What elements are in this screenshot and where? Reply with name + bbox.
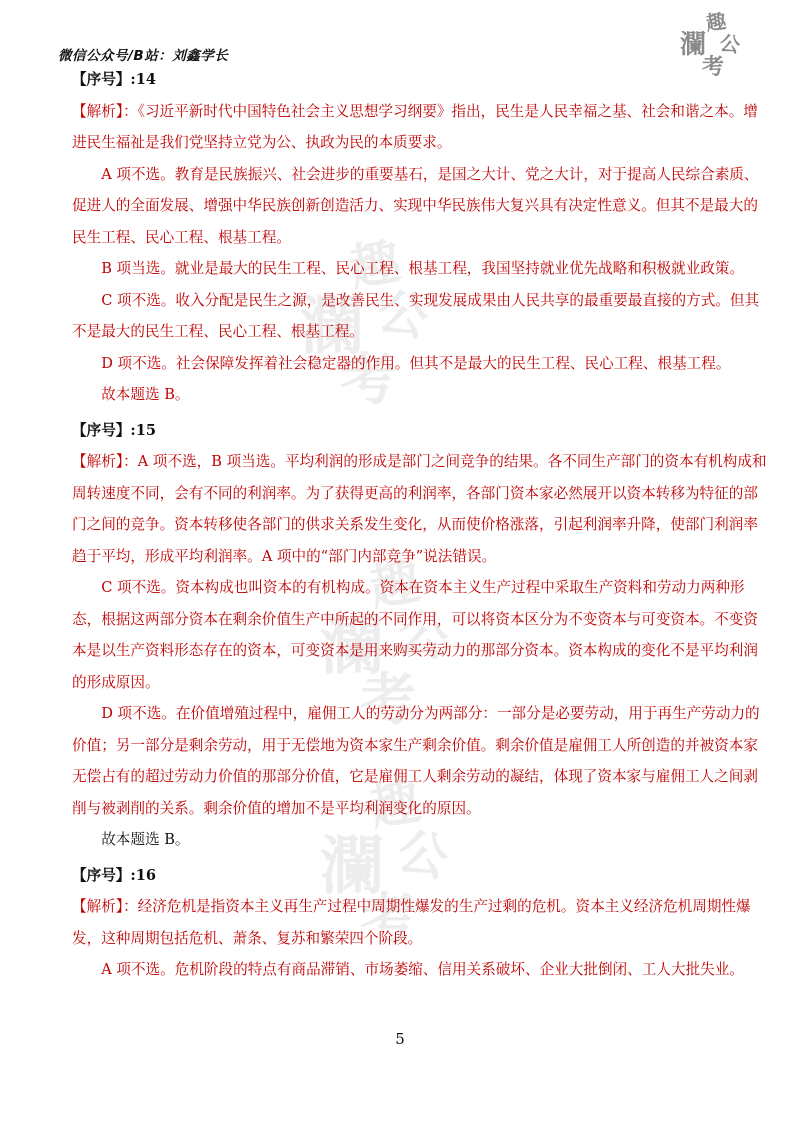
answer-content <box>72 64 768 986</box>
question-block-14 <box>72 64 768 411</box>
question-number: 【序号】:14 <box>72 71 157 88</box>
option-c-paragraph: C 项不选。收入分配是民生之源，是改善民生、实现发展成果由人民共享的最重要最直接的方式。但其不是最大的民生工程、民心工程、根基工程。 <box>72 291 760 340</box>
watermark-char-2: 瀾 <box>320 609 384 684</box>
conclusion-paragraph: 故本题选 B。 <box>101 831 190 848</box>
watermark-char-2: 瀾 <box>320 829 384 904</box>
question-block-15 <box>72 415 768 856</box>
logo-char-4: 考 <box>702 54 725 80</box>
analysis-paragraph: 【解析】：A 项不选，B 项当选。平均利润的形成是部门之间竞争的结果。各不同生产部门的资本有机构成和周转速度不同，会有不同的利润率。为了获得更高的利润率，各部门资本家必然展开以资本转移为特征的部门之间的竞争。资本转移使各部门的供求关系发生变化，从而使价格涨落，引起利润率升降，使部门利润率趋于平均，形成平均利润率。A 项中的“部门内部竞争”说法错误。 <box>72 453 767 565</box>
watermark-char-1: 趣 <box>345 231 405 298</box>
watermark-char-3: 公 <box>392 600 454 669</box>
option-a-paragraph: A 项不选。教育是民族振兴、社会进步的重要基石，是国之大计、党之大计，对于提高人民综合素质、促进人的全面发展、增强中华民族创新创造活力、实现中华民族伟大复兴具有决定性意义。但其不是最大的民生工程、民心工程、根基工程。 <box>72 165 759 246</box>
question-number: 【序号】:16 <box>72 866 157 884</box>
watermark-char-4: 考 <box>360 667 416 733</box>
analysis-paragraph: 【解析】：经济危机是指资本主义再生产过程中周期性爆发的生产过剩的危机。资本主义经济危机周期性爆发，这种周期包括危机、萧条、复苏和繁荣四个阶段。 <box>72 898 751 947</box>
watermark-char-4: 考 <box>340 347 396 413</box>
option-a-paragraph: A 项不选。危机阶段的特点有商品滞销、市场萎缩、信用关系破坏、企业大批倒闭、工人大批失业。 <box>101 961 744 978</box>
logo-char-3: 公 <box>718 30 742 58</box>
option-c-paragraph: C 项不选。资本构成也叫资本的有机构成。资本在资本主义生产过程中采取生产资料和劳动力两种形态，根据这两部分资本在剩余价值生产中所起的不同作用，可以将资本区分为不变资本与可变资本。不变资本是以生产资料形态存在的资本，可变资本是用来购买劳动力的那部分资本。资本构成的变化不是平均利润的形成原因。 <box>72 579 758 691</box>
watermark-char-3: 公 <box>392 820 454 889</box>
logo-char-2: 瀾 <box>680 30 707 60</box>
watermark-char-2: 瀾 <box>300 289 364 364</box>
option-d-paragraph: D 项不选。在价值增殖过程中，雇佣工人的劳动分为两部分：一部分是必要劳动，用于再生产劳动力的价值；另一部分是剩余劳动，用于无偿地为资本家生产剩余价值。剩余价值是雇佣工人所创造的并被资本家无偿占有的超过劳动力价值的那部分价值，它是雇佣工人剩余劳动的凝结，体现了资本家与雇佣工人之间剥削与被剥削的关系。剩余价值的增加不是平均利润变化的原因。 <box>72 705 760 817</box>
option-d-paragraph: D 项不选。社会保障发挥着社会稳定器的作用。但其不是最大的民生工程、民心工程、根基工程。 <box>101 354 731 372</box>
watermark-char-1: 趣 <box>365 551 425 618</box>
analysis-paragraph: 【解析】：《习近平新时代中国特色社会主义思想学习纲要》指出，民生是人民幸福之基、社会和谐之本。增进民生福祉是我们党坚持立党为公、执政为民的本质要求。 <box>72 102 758 151</box>
logo-char-1: 趣 <box>704 8 728 36</box>
conclusion-paragraph: 故本题选 B。 <box>101 386 190 403</box>
watermark-char-1: 趣 <box>365 771 425 838</box>
question-block-16 <box>72 860 768 986</box>
watermark-char-3: 公 <box>372 280 434 349</box>
question-number: 【序号】:15 <box>72 421 157 439</box>
source-header: 微信公众号/B站：刘鑫学长 <box>58 48 229 64</box>
option-b-paragraph: B 项当选。就业是最大的民生工程、民心工程、根基工程，我国坚持就业优先战略和积极就业政策。 <box>101 260 745 277</box>
watermark-char-4: 考 <box>360 887 416 953</box>
page-number: 5 <box>395 1030 405 1048</box>
